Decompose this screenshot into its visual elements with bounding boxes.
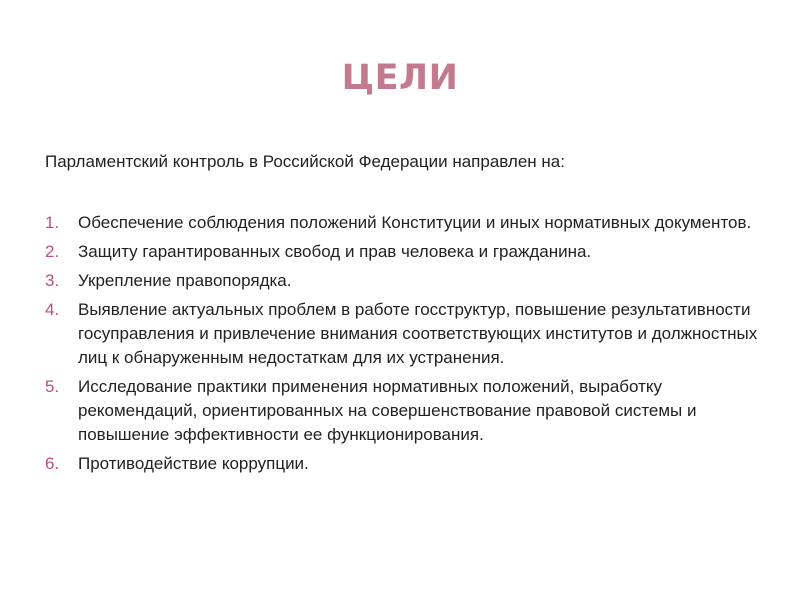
- slide-title: ЦЕЛИ: [341, 58, 459, 98]
- list-item-number: 3.: [45, 271, 60, 290]
- goals-list: [45, 211, 770, 481]
- list-item-text: Укрепление правопорядка.: [78, 271, 292, 290]
- list-item-text: Выявление актуальных проблем в работе госструктур, повышение результативности госуправления и привлечение внимания соответствующих институтов и должностных лиц к обнаруженным недостаткам для их устранения.: [78, 300, 758, 367]
- list-item-text: Защиту гарантированных свобод и прав человека и гражданина.: [78, 242, 592, 261]
- list-item-number: 1.: [45, 213, 60, 232]
- list-item: [45, 269, 770, 293]
- list-item: [45, 211, 770, 235]
- list-item: [45, 452, 770, 476]
- list-item-text: Исследование практики применения нормативных положений, выработку рекомендаций, ориентированных на совершенствование правовой системы и повышение эффективности ее функционирования.: [78, 377, 697, 444]
- list-item-text: Противодействие коррупции.: [78, 454, 309, 473]
- intro-text: Парламентский контроль в Российской Федерации направлен на:: [45, 152, 565, 171]
- list-item-number: 6.: [45, 454, 60, 473]
- list-item-number: 5.: [45, 377, 60, 396]
- list-item: [45, 240, 770, 264]
- list-item: [45, 298, 770, 370]
- list-item-number: 2.: [45, 242, 60, 261]
- list-item: [45, 375, 770, 447]
- list-item-number: 4.: [45, 300, 60, 319]
- list-item-text: Обеспечение соблюдения положений Конституции и иных нормативных документов.: [78, 213, 752, 232]
